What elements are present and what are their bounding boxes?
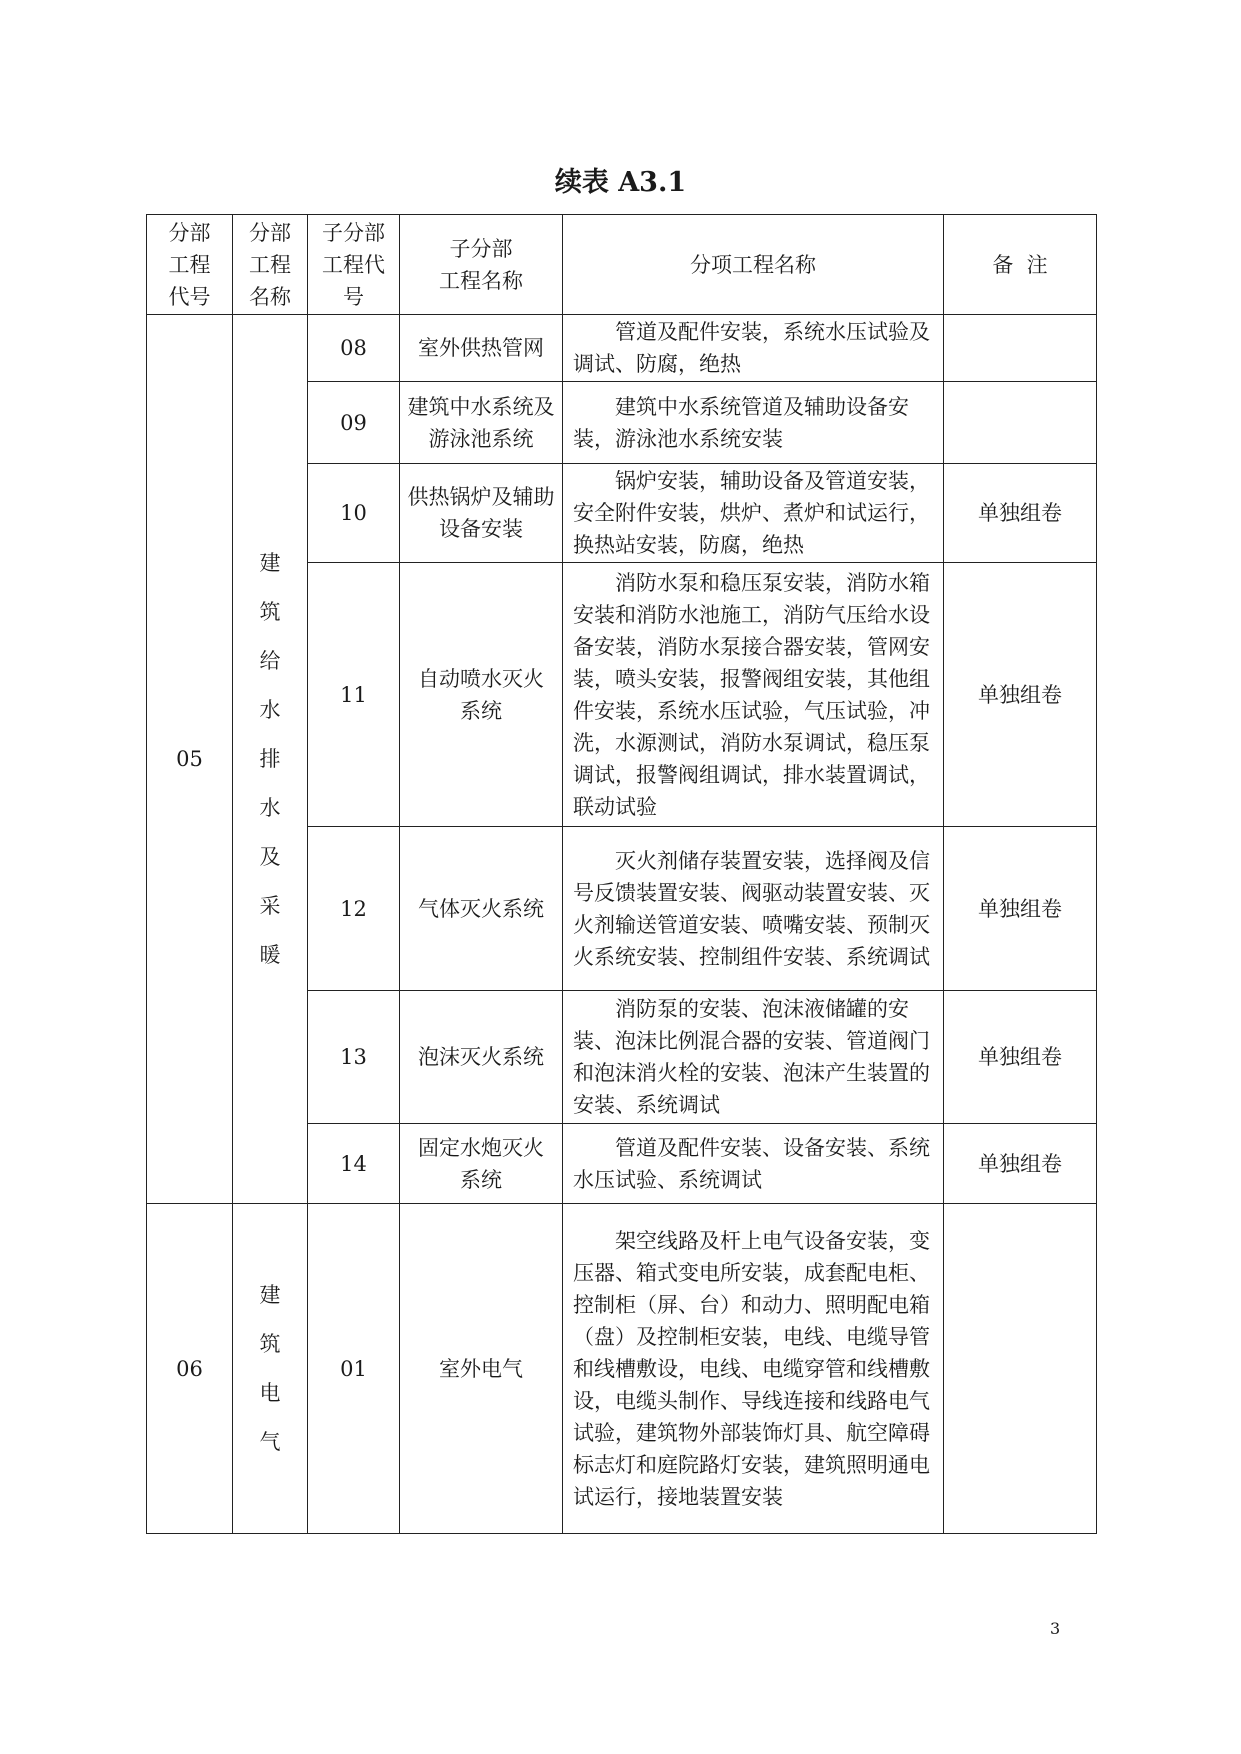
subdivision-name-cell: 固定水炮灭火系统: [400, 1124, 563, 1204]
header-line: 工程: [249, 252, 291, 277]
header-line: 工程代: [322, 252, 385, 277]
division-name-char: 水: [259, 795, 281, 820]
item-names-text: 建筑中水系统管道及辅助设备安装，游泳池水系统安装: [573, 394, 909, 451]
subdivision-code-cell: 11: [308, 563, 400, 827]
division-name-char: 筑: [259, 599, 281, 624]
subdivision-name-cell: 气体灭火系统: [400, 827, 563, 991]
division-name-char: 建: [259, 1282, 281, 1307]
subdivision-code-cell: 13: [308, 991, 400, 1124]
division-name-char: 排: [259, 746, 281, 771]
division-name-char: 暖: [259, 942, 281, 967]
header-line: 工程名称: [439, 268, 523, 293]
item-names-cell: [563, 563, 944, 827]
item-names-text: 灭火剂储存装置安装，选择阀及信号反馈装置安装、阀驱动装置安装、灭火剂输送管道安装、喷嘴安装、预制灭火系统安装、控制组件安装、系统调试: [573, 848, 930, 969]
subdivision-name-cell: 泡沫灭火系统: [400, 991, 563, 1124]
division-name-cell: [233, 315, 308, 1204]
header-subdivision-name: [400, 215, 563, 315]
header-line: 号: [343, 284, 364, 309]
item-names-text: 消防泵的安装、泡沫液储罐的安装、泡沫比例混合器的安装、管道阀门和泡沫消火栓的安装、泡沫产生装置的安装、系统调试: [573, 997, 930, 1117]
item-names-text: 锅炉安装，辅助设备及管道安装，安全附件安装，烘炉、煮炉和试运行，换热站安装，防腐，绝热: [573, 469, 930, 557]
subdivision-code-cell: 14: [308, 1124, 400, 1204]
page-number: 3: [1050, 1619, 1061, 1638]
item-names-cell: [563, 991, 944, 1124]
header-line: 分部: [168, 220, 211, 245]
item-names-text: 管道及配件安装、设备安装、系统水压试验、系统调试: [573, 1135, 930, 1192]
item-names-cell: [563, 1124, 944, 1204]
subdivision-name-cell: 建筑中水系统及游泳池系统: [400, 382, 563, 464]
header-item-names: 分项工程名称: [563, 215, 944, 315]
remarks-cell: 单独组卷: [944, 827, 1097, 991]
remarks-cell: [944, 382, 1097, 464]
item-names-cell: [563, 1204, 944, 1534]
remarks-cell: 单独组卷: [944, 1124, 1097, 1204]
header-subdivision-code: [308, 215, 400, 315]
item-names-text: 消防水泵和稳压泵安装，消防水箱安装和消防水池施工，消防气压给水设备安装，消防水泵接合器安装，管网安装，喷头安装，报警阀组安装，其他组件安装，系统水压试验，气压试验，冲洗，水源测试，消防水泵调试，稳压泵调试，报警阀组调试，排水装置调试，联动试验: [573, 570, 930, 819]
division-name-char: 及: [259, 844, 281, 869]
division-name-char: 采: [259, 893, 281, 918]
item-names-cell: [563, 827, 944, 991]
header-line: 代号: [168, 284, 211, 309]
header-division-name: [233, 215, 308, 315]
work-breakdown-table: [146, 214, 1097, 1534]
division-name-cell: [233, 1204, 308, 1534]
header-division-code: [147, 215, 233, 315]
subdivision-name-cell: 室外供热管网: [400, 315, 563, 382]
item-names-text: 管道及配件安装，系统水压试验及调试、防腐，绝热: [573, 320, 930, 376]
header-line: 子分部: [322, 220, 385, 245]
subdivision-name-cell: 供热锅炉及辅助设备安装: [400, 464, 563, 563]
subdivision-code-cell: 12: [308, 827, 400, 991]
remarks-cell: [944, 1204, 1097, 1534]
subdivision-name-cell: 自动喷水灭火系统: [400, 563, 563, 827]
header-line: 分部: [249, 220, 291, 245]
division-code-cell: 06: [147, 1204, 233, 1534]
table-title: 续表 A3.1: [554, 167, 687, 198]
item-names-text: 架空线路及杆上电气设备安装，变压器、箱式变电所安装，成套配电柜、控制柜（屏、台）和动力、照明配电箱（盘）及控制柜安装，电线、电缆导管和线槽敷设，电线、电缆穿管和线槽敷设，电缆头制作、导线连接和线路电气试验，建筑物外部装饰灯具、航空障碍标志灯和庭院路灯安装，建筑照明通电试运行，接地装置安装: [573, 1228, 930, 1509]
division-name-char: 建: [259, 550, 281, 575]
division-name-char: 气: [259, 1429, 281, 1454]
remarks-cell: 单独组卷: [944, 563, 1097, 827]
table-row: [147, 1204, 1097, 1534]
item-names-cell: [563, 464, 944, 563]
header-line: 工程: [168, 252, 211, 277]
subdivision-code-cell: 08: [308, 315, 400, 382]
division-name-char: 水: [259, 697, 281, 722]
division-name-char: 电: [259, 1380, 281, 1405]
division-code-cell: 05: [147, 315, 233, 1204]
subdivision-code-cell: 01: [308, 1204, 400, 1534]
item-names-cell: [563, 382, 944, 464]
item-names-cell: [563, 315, 944, 382]
subdivision-name-cell: 室外电气: [400, 1204, 563, 1534]
header-line: 名称: [249, 284, 291, 309]
header-line: 子分部: [449, 236, 513, 261]
subdivision-code-cell: 09: [308, 382, 400, 464]
division-name-char: 筑: [259, 1331, 281, 1356]
header-remarks: 备 注: [944, 215, 1097, 315]
table-row: [147, 315, 1097, 382]
remarks-cell: 单独组卷: [944, 991, 1097, 1124]
remarks-cell: [944, 315, 1097, 382]
division-name-char: 给: [259, 648, 281, 673]
subdivision-code-cell: 10: [308, 464, 400, 563]
remarks-cell: 单独组卷: [944, 464, 1097, 563]
table-header-row: [147, 215, 1097, 315]
